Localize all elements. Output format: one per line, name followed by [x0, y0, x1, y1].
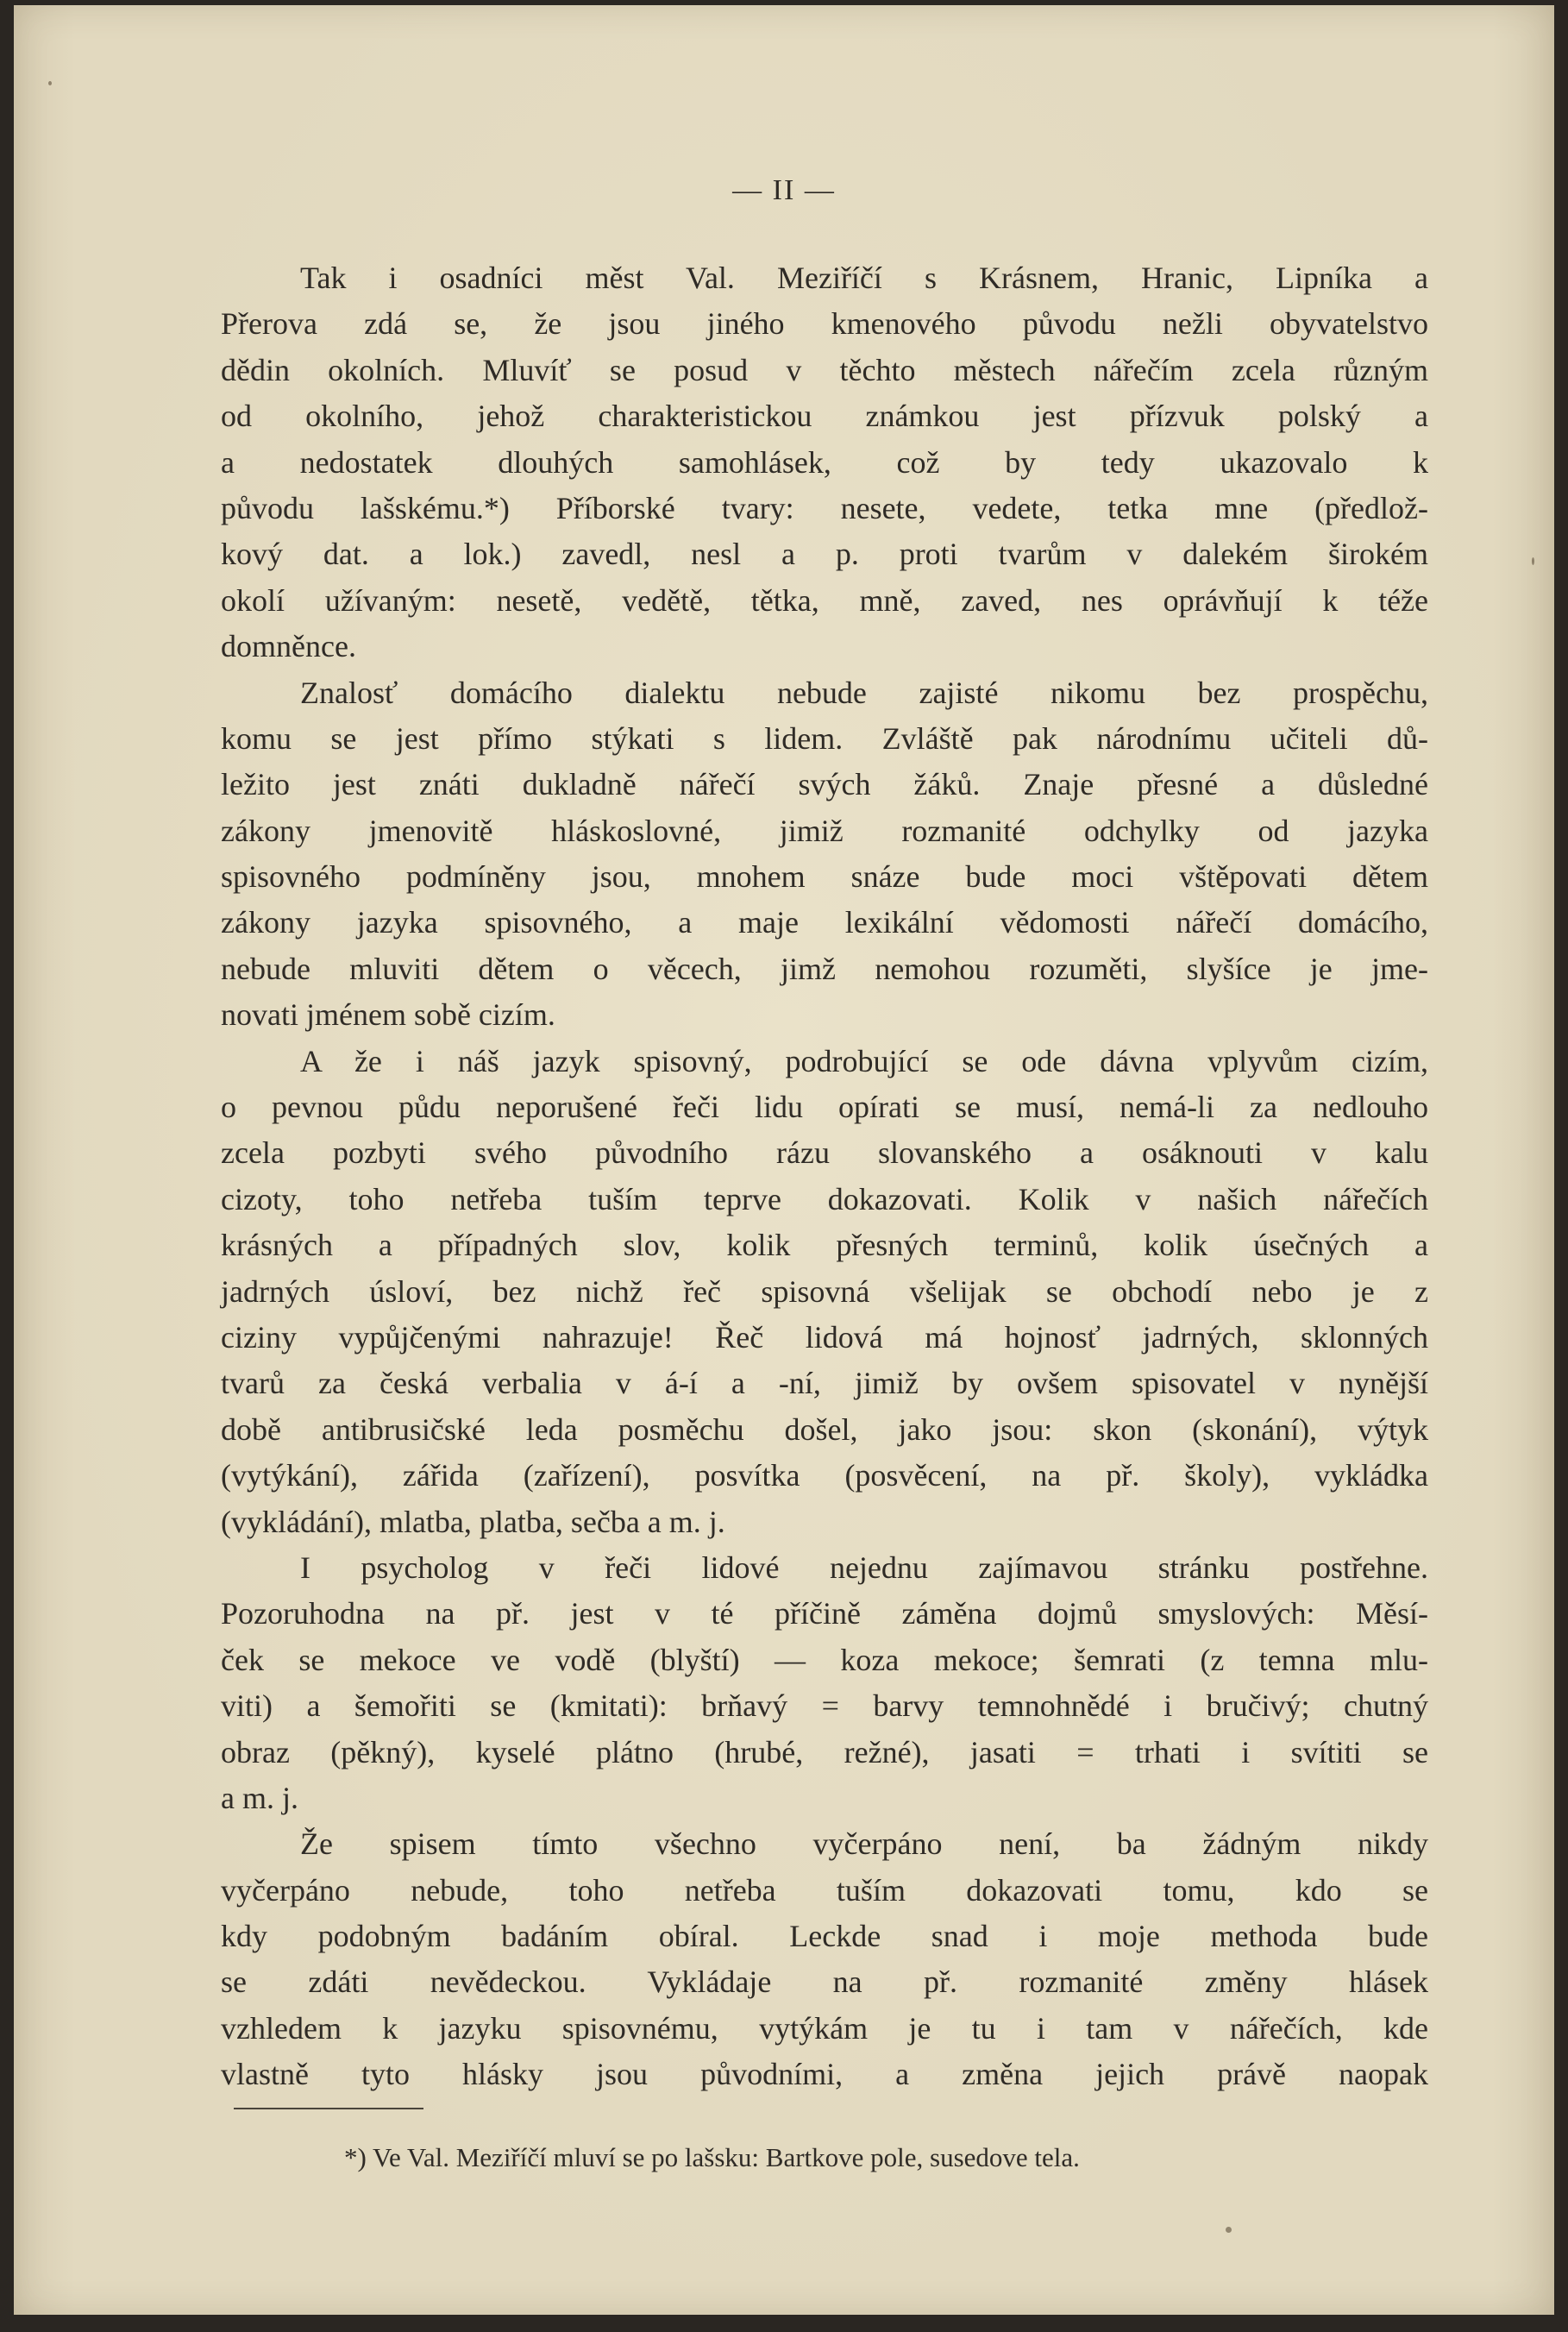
text-line: původu lašskému.*) Příborské tvary: nesete, vedete, tetka mne (předlož- [221, 490, 1428, 525]
paper-speck [48, 81, 52, 85]
document-page [14, 5, 1554, 2315]
text-line: jadrných úsloví, bez nichž řeč spisovná všelijak se obchodí nebo je z [221, 1273, 1428, 1309]
footnote: *) Ve Val. Meziříčí mluví se po lašsku: Bartkove pole, susedove tela. [344, 2142, 1080, 2172]
text-line: viti) a šemořiti se (kmitati): brňavý = barvy temnohnědé i bručivý; chutný [221, 1688, 1428, 1724]
text-line: komu se jest přímo stýkati s lidem. Zvláště pak národnímu učiteli dů- [221, 720, 1428, 756]
text-line: okolí užívaným: nesetě, vedětě, tětka, mně, zaved, nes oprávňují k téže [221, 582, 1428, 618]
paragraph-4 [221, 1545, 1428, 1821]
text-line: krásných a případných slov, kolik přesných terminů, kolik úsečných a [221, 1228, 1428, 1263]
text-line: novati jménem sobě cizím. [221, 997, 555, 1033]
text-line: Přerova zdá se, že jsou jiného kmenového původu nežli obyvatelstvo [221, 306, 1428, 342]
text-line: Že spisem tímto všechno vyčerpáno není, ba žádným nikdy [300, 1826, 1428, 1862]
text-line: kový dat. a lok.) zavedl, nesl a p. proti tvarům v dalekém širokém [221, 537, 1428, 572]
text-line: zákony jmenovitě hláskoslovné, jimiž rozmanité odchylky od jazyka [221, 813, 1428, 848]
text-line: Znalosť domácího dialektu nebude zajisté nikomu bez prospěchu, [300, 675, 1428, 710]
text-line: Tak i osadníci měst Val. Meziříčí s Krásnem, Hranic, Lipníka a [300, 261, 1428, 295]
paper-speck [1226, 2227, 1232, 2233]
text-line: zcela pozbyti svého původního rázu slovanského a osáknouti v kalu [221, 1135, 1428, 1171]
text-line: Pozoruhodna na př. jest v té příčině záměna dojmů smyslových: Měsí- [221, 1596, 1428, 1631]
text-line: ček se mekoce ve vodě (blyští) — koza mekoce; šemrati (z temna mlu- [221, 1642, 1428, 1677]
text-line: dědin okolních. Mluvíť se posud v těchto městech nářečím zcela různým [221, 352, 1428, 387]
text-line: cizoty, toho netřeba tuším teprve dokazovati. Kolik v našich nářečích [221, 1181, 1428, 1216]
text-line: (vytýkání), zářida (zařízení), posvítka (posvěcení, na př. školy), vykládka [221, 1458, 1428, 1493]
text-line: nebude mluviti dětem o věcech, jimž nemohou rozuměti, slyšíce je jme- [221, 951, 1428, 986]
text-line: o pevnou půdu neporušené řeči lidu opírati se musí, nemá-li za nedlouho [221, 1090, 1428, 1125]
paragraph-1 [221, 255, 1428, 670]
text-line: spisovného podmíněny jsou, mnohem snáze bude moci vštěpovati dětem [221, 859, 1428, 895]
text-line: se zdáti nevědeckou. Vykládaje na př. rozmanité změny hlásek [221, 1964, 1428, 2000]
paragraph-5 [221, 1821, 1428, 2097]
text-line: a nedostatek dlouhých samohlásek, což by tedy ukazovalo k [221, 444, 1428, 480]
text-line: kdy podobným badáním obíral. Leckde snad i moje methoda bude [221, 1919, 1428, 1954]
text-line: vyčerpáno nebude, toho netřeba tuším dokazovati tomu, kdo se [221, 1872, 1428, 1908]
text-line: a m. j. [221, 1780, 298, 1815]
text-line: tvarů za česká verbalia v á-í a -ní, jimiž by ovšem spisovatel v nynější [221, 1366, 1428, 1401]
paper-speck [1532, 557, 1534, 565]
text-line: domněnce. [221, 629, 356, 664]
paragraph-2 [221, 670, 1428, 1039]
footnote-divider [234, 2108, 423, 2109]
text-line: době antibrusičské leda posměchu došel, jako jsou: skon (skonání), výtyk [221, 1411, 1428, 1447]
page-number: — II — [732, 174, 836, 206]
text-line: I psycholog v řeči lidové nejednu zajímavou stránku postřehne. [300, 1549, 1428, 1585]
text-line: vzhledem k jazyku spisovnému, vytýkám je tu i tam v nářečích, kde [221, 2010, 1428, 2046]
paragraph-3 [221, 1039, 1428, 1545]
text-line: obraz (pěkný), kyselé plátno (hrubé, režné), jasati = trhati i svítiti se [221, 1734, 1428, 1769]
text-line: zákony jazyka spisovného, a maje lexikální vědomosti nářečí domácího, [221, 905, 1428, 940]
text-line: od okolního, jehož charakteristickou známkou jest přízvuk polský a [221, 399, 1428, 434]
text-line: (vykládání), mlatba, platba, sečba a m. j. [221, 1504, 725, 1539]
text-line: A že i náš jazyk spisovný, podrobující se ode dávna vplyvům cizím, [300, 1043, 1428, 1078]
text-line: ležito jest znáti dukladně nářečí svých žáků. Znaje přesné a důsledné [221, 767, 1428, 802]
text-line: ciziny vypůjčenými nahrazuje! Řeč lidová má hojnosť jadrných, sklonných [221, 1319, 1428, 1355]
body-text [221, 255, 1428, 2098]
text-line: vlastně tyto hlásky jsou původními, a změna jejich právě naopak [221, 2057, 1428, 2092]
